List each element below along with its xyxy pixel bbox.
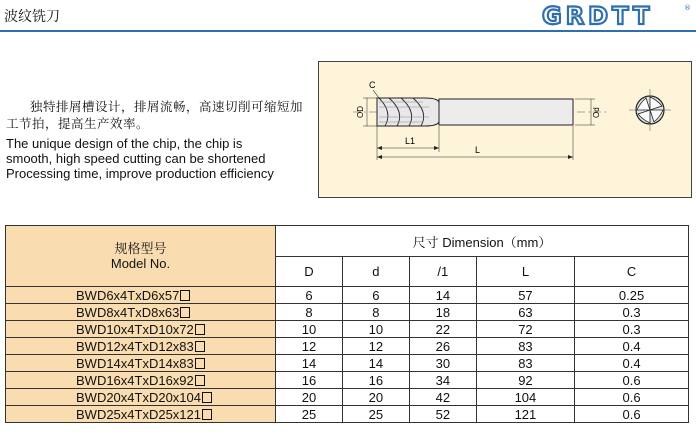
table-row — [6, 389, 689, 406]
column-header-d-large: D — [276, 257, 343, 287]
column-header-d: d — [342, 257, 409, 287]
table-row — [6, 287, 689, 304]
cell-c: 0.3 — [575, 321, 689, 338]
cell-d-large: 8 — [276, 304, 343, 321]
table-row — [6, 321, 689, 338]
description-chinese: 独特排屑槽设计，排屑流畅，高速切削可缩短加工节拍，提高生产效率。 — [6, 99, 304, 131]
cell-d: 20 — [342, 389, 409, 406]
cell-l: 63 — [476, 304, 574, 321]
shank — [439, 99, 573, 125]
table-row — [6, 406, 689, 423]
model-cell: BWD10x4TxD10x72 — [6, 321, 276, 338]
logo-text: GRDTT — [542, 2, 654, 28]
cell-l1: 26 — [409, 338, 476, 355]
model-cell: BWD8x4TxD8x63 — [6, 304, 276, 321]
cell-l1: 14 — [409, 287, 476, 304]
cell-l: 57 — [476, 287, 574, 304]
checkbox-glyph — [195, 324, 205, 335]
checkbox-glyph — [195, 358, 205, 369]
brand-logo — [542, 2, 692, 28]
description-line: The unique design of the chip, the chip is — [6, 136, 243, 151]
svg-text:®: ® — [684, 4, 691, 12]
table-row — [6, 304, 689, 321]
checkbox-glyph — [195, 341, 205, 352]
cell-l: 104 — [476, 389, 574, 406]
model-cell: BWD16x4TxD16x92 — [6, 372, 276, 389]
dimension-header: 尺寸 Dimension（mm） — [276, 226, 689, 257]
table-row — [6, 355, 689, 372]
model-cell: BWD6x4TxD6x57 — [6, 287, 276, 304]
column-header-c: C — [575, 257, 689, 287]
cell-d-large: 12 — [276, 338, 343, 355]
cell-l1: 34 — [409, 372, 476, 389]
description-line: Processing time, improve production efficiency — [6, 166, 274, 181]
cell-c: 0.6 — [575, 406, 689, 423]
cell-l1: 22 — [409, 321, 476, 338]
header-divider — [0, 30, 696, 32]
column-header-l1: /1 — [409, 257, 476, 287]
cell-d-large: 14 — [276, 355, 343, 372]
cell-l1: 30 — [409, 355, 476, 372]
cell-d: 16 — [342, 372, 409, 389]
column-header-l: L — [476, 257, 574, 287]
cell-c: 0.3 — [575, 304, 689, 321]
label-c: C — [369, 80, 376, 90]
table-row — [6, 372, 689, 389]
label-l1: L1 — [405, 136, 416, 146]
cell-d: 14 — [342, 355, 409, 372]
model-header-cn: 规格型号 — [114, 241, 167, 256]
table-row — [6, 338, 689, 355]
page-title: 波纹铣刀 — [4, 9, 60, 25]
model-header-en: Model No. — [110, 256, 171, 271]
model-cell: BWD14x4TxD14x83 — [6, 355, 276, 372]
cell-d: 10 — [342, 321, 409, 338]
cell-d-large: 16 — [276, 372, 343, 389]
model-header — [6, 226, 276, 287]
cell-c: 0.4 — [575, 355, 689, 372]
cell-l1: 52 — [409, 406, 476, 423]
cell-d-large: 20 — [276, 389, 343, 406]
checkbox-glyph — [202, 392, 212, 403]
flute-section — [377, 98, 439, 126]
cell-d: 6 — [342, 287, 409, 304]
cell-l: 92 — [476, 372, 574, 389]
end-view — [629, 89, 671, 131]
cell-d-large: 6 — [276, 287, 343, 304]
checkbox-glyph — [195, 375, 205, 386]
description-english — [6, 136, 312, 181]
end-mill-drawing — [318, 61, 692, 198]
model-cell: BWD20x4TxD20x104 — [6, 389, 276, 406]
dimension-table — [5, 225, 689, 423]
cell-c: 0.25 — [575, 287, 689, 304]
label-od-shank: Od — [592, 107, 601, 118]
description-line: smooth, high speed cutting can be shortened — [6, 151, 266, 166]
cell-l1: 18 — [409, 304, 476, 321]
cell-d: 25 — [342, 406, 409, 423]
cell-l1: 42 — [409, 389, 476, 406]
cell-l: 121 — [476, 406, 574, 423]
cell-d: 8 — [342, 304, 409, 321]
cell-d: 12 — [342, 338, 409, 355]
checkbox-glyph — [180, 290, 190, 301]
model-cell: BWD12x4TxD12x83 — [6, 338, 276, 355]
cell-c: 0.6 — [575, 389, 689, 406]
cell-c: 0.6 — [575, 372, 689, 389]
cell-d-large: 10 — [276, 321, 343, 338]
checkbox-glyph — [180, 307, 190, 318]
label-l: L — [475, 145, 481, 155]
cell-d-large: 25 — [276, 406, 343, 423]
cell-c: 0.4 — [575, 338, 689, 355]
cell-l: 72 — [476, 321, 574, 338]
checkbox-glyph — [202, 409, 212, 420]
cell-l: 83 — [476, 338, 574, 355]
model-cell: BWD25x4TxD25x121 — [6, 406, 276, 423]
cell-l: 83 — [476, 355, 574, 372]
label-od: OD — [356, 106, 365, 118]
